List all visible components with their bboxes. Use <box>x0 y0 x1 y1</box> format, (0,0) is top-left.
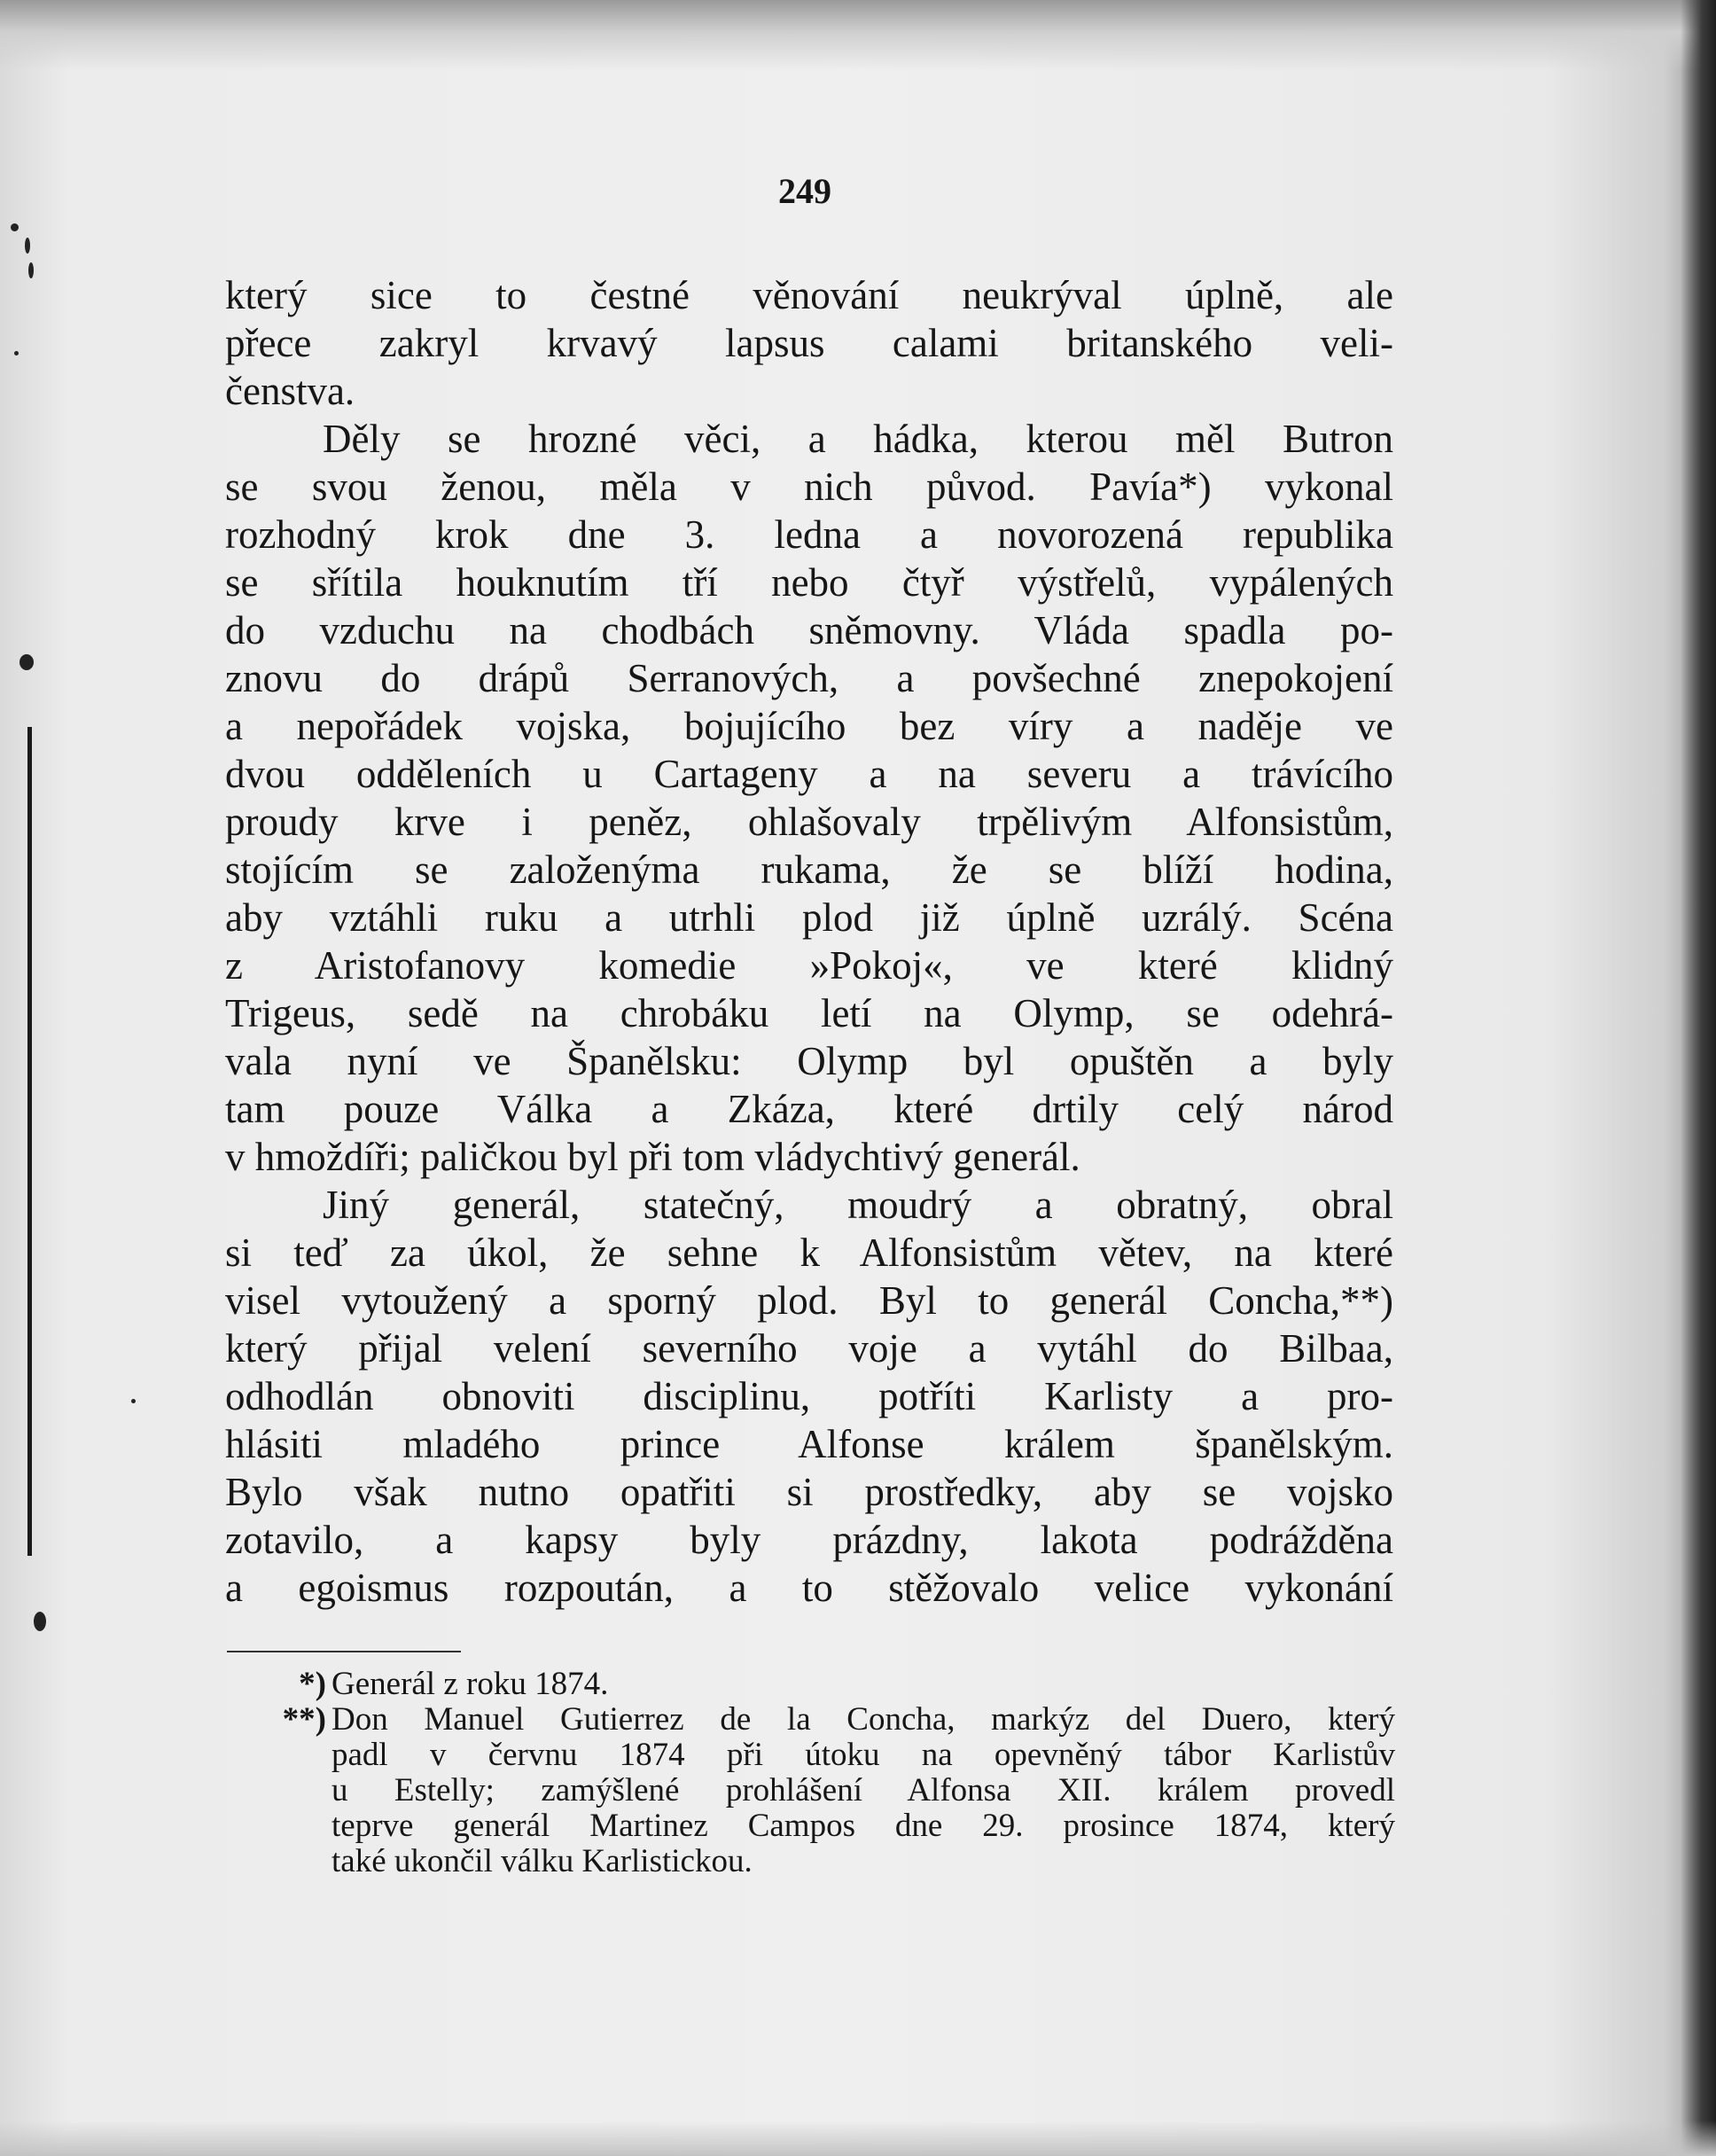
text-line: a egoismus rozpoután, a to stěžovalo velice vykonání <box>225 1566 1393 1610</box>
margin-mark <box>14 351 19 355</box>
text-line: který sice to čestné věnování neukrýval úplně, ale <box>225 273 1393 317</box>
text-line: a nepořádek vojska, bojujícího bez víry a naděje ve <box>225 704 1393 748</box>
text-line: Trigeus, sedě na chrobáku letí na Olymp, se odehrá- <box>225 991 1393 1035</box>
page-bottom-shadow <box>0 2121 1716 2156</box>
text-line: znovu do drápů Serranových, a povšechné znepokojení <box>225 656 1393 700</box>
text-line: tam pouze Válka a Zkáza, které drtily celý národ <box>225 1087 1393 1131</box>
footnote-separator <box>227 1651 461 1652</box>
text-line: se svou ženou, měla v nich původ. Pavía*) vykonal <box>225 465 1393 509</box>
text-line: v hmoždíři; paličkou byl při tom vládychtivý generál. <box>225 1135 1080 1179</box>
text-line: visel vytoužený a sporný plod. Byl to generál Concha,**) <box>225 1278 1393 1323</box>
text-line: vala nyní ve Španělsku: Olymp byl opuštěn a byly <box>225 1039 1393 1083</box>
text-line: hlásiti mladého prince Alfonse králem španělským. <box>225 1422 1393 1466</box>
text-line: se sřítila houknutím tří nebo čtyř výstřelů, vypálených <box>225 560 1393 605</box>
page-top-shadow <box>0 0 1716 71</box>
text-line: stojícím se založenýma rukama, že se blíží hodina, <box>225 848 1393 892</box>
text-line: zotavilo, a kapsy byly prázdny, lakota podrážděna <box>225 1518 1393 1562</box>
margin-mark <box>25 238 30 254</box>
footnote-marker: **) <box>282 1701 326 1738</box>
footnote-marker: *) <box>299 1666 326 1702</box>
body-text <box>225 271 1393 1612</box>
footnotes <box>257 1667 1395 1879</box>
text-line: do vzduchu na chodbách sněmovny. Vláda spadla po- <box>225 608 1393 652</box>
text-line: Děly se hrozné věci, a hádka, kterou měl Butron <box>323 417 1393 461</box>
footnote <box>257 1702 1395 1879</box>
text-line: proudy krve i peněz, ohlašovaly trpělivým Alfonsistům, <box>225 800 1393 844</box>
page-right-shadow <box>1681 0 1716 2156</box>
text-line: aby vztáhli ruku a utrhli plod již úplně uzrálý. Scéna <box>225 895 1393 940</box>
text-line: Jiný generál, statečný, moudrý a obratný, obral <box>323 1183 1393 1227</box>
page-number: 249 <box>778 171 831 211</box>
footnote-line: Don Manuel Gutierrez de la Concha, markýz del Duero, který <box>332 1701 1395 1738</box>
margin-mark <box>28 262 34 278</box>
text-line: čenstva. <box>225 369 355 413</box>
footnote-line: teprve generál Martinez Campos dne 29. prosince 1874, který <box>332 1808 1395 1844</box>
margin-mark <box>11 223 19 231</box>
text-line: odhodlán obnoviti disciplinu, potříti Karlisty a pro- <box>225 1374 1393 1418</box>
margin-mark <box>34 1612 46 1631</box>
margin-marker-line <box>27 727 32 1556</box>
footnote-line: Generál z roku 1874. <box>332 1666 609 1702</box>
text-line: Bylo však nutno opatřiti si prostředky, aby se vojsko <box>225 1470 1393 1514</box>
text-line: který přijal velení severního voje a vytáhl do Bilbaa, <box>225 1326 1393 1371</box>
margin-mark <box>20 654 34 670</box>
text-line: rozhodný krok dne 3. ledna a novorozená republika <box>225 512 1393 557</box>
margin-mark <box>131 1399 136 1403</box>
footnote-line: padl v červnu 1874 při útoku na opevněný tábor Karlistův <box>332 1737 1395 1773</box>
text-line: dvou odděleních u Cartageny a na severu a trávícího <box>225 752 1393 796</box>
footnote-line: také ukončil válku Karlistickou. <box>332 1843 753 1879</box>
footnote-line: u Estelly; zamýšlené prohlášení Alfonsa XII. králem provedl <box>332 1772 1395 1808</box>
text-line: z Aristofanovy komedie »Pokoj«, ve které klidný <box>225 943 1393 988</box>
footnote <box>257 1667 1395 1702</box>
text-line: přece zakryl krvavý lapsus calami britanského veli- <box>225 321 1393 365</box>
text-line: si teď za úkol, že sehne k Alfonsistům větev, na které <box>225 1230 1393 1275</box>
